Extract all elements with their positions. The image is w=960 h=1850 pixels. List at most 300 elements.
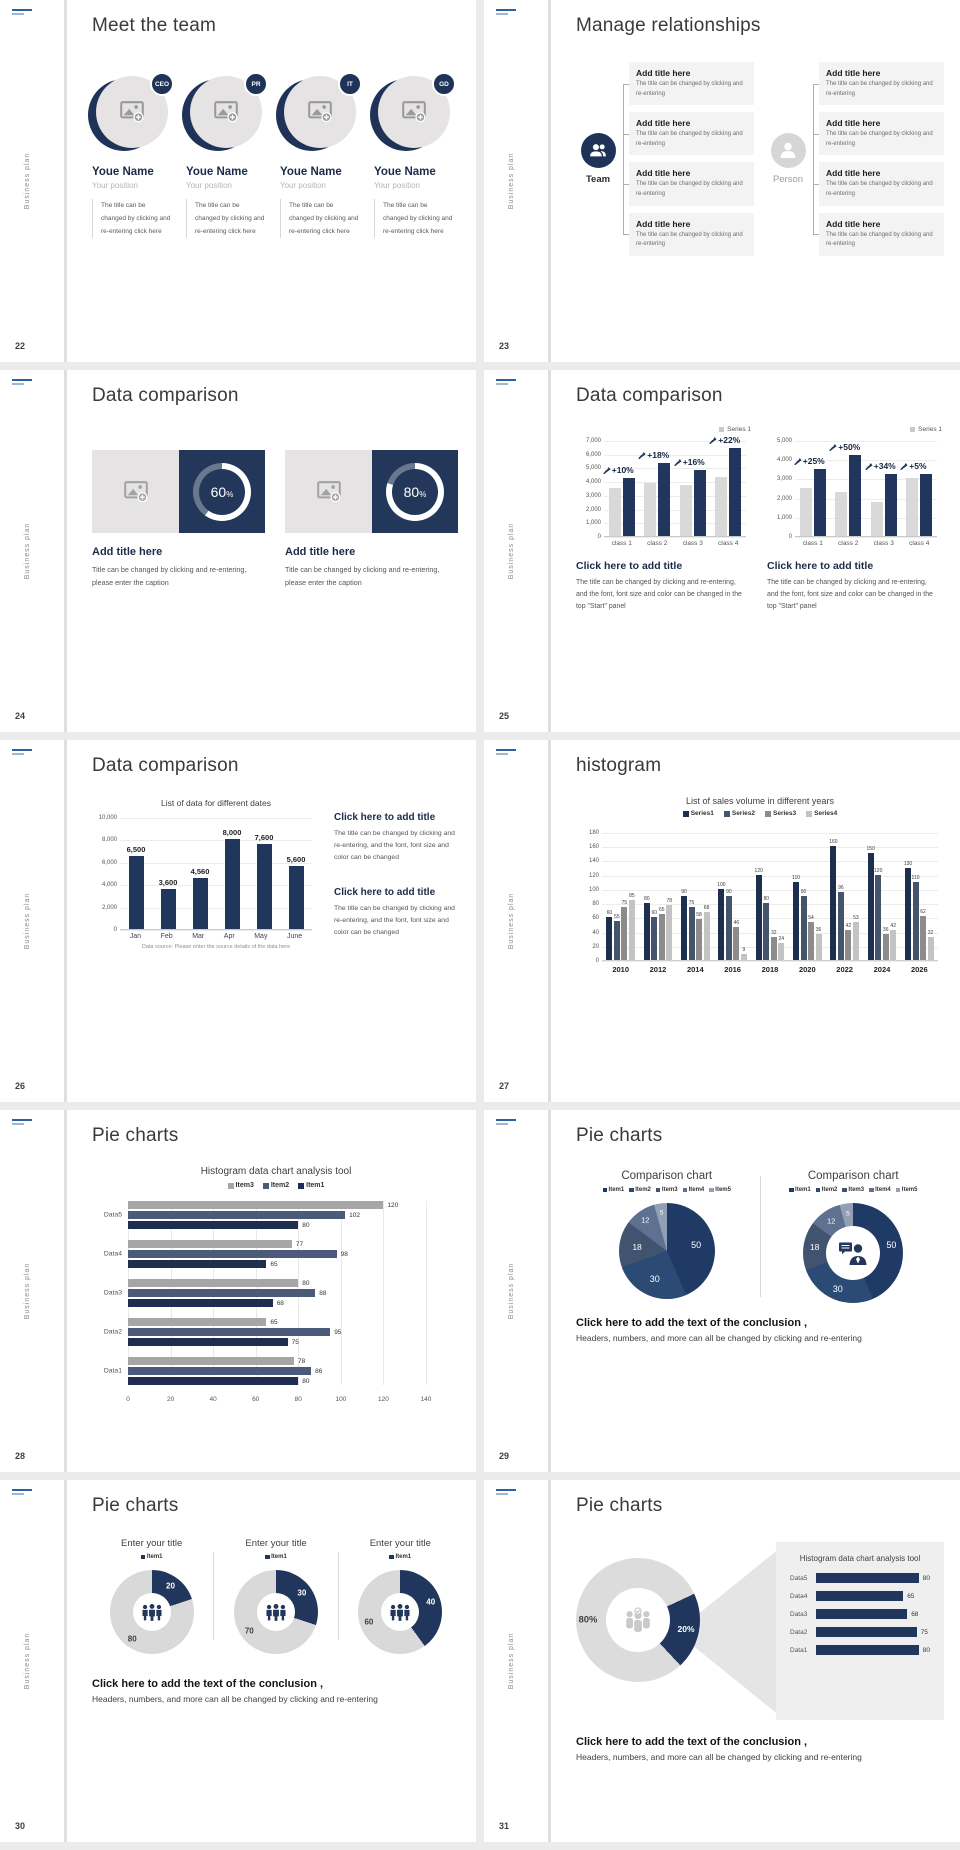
x-category-label: class 3 — [873, 540, 894, 547]
bar-value-label: 78 — [298, 1357, 306, 1365]
bar — [128, 1201, 383, 1209]
block-text: The title can be changed by clicking and re-entering, and the font, font size and color can be changed — [334, 830, 455, 862]
bar-value-label: 110 — [911, 874, 920, 881]
team-member-card[interactable] — [374, 76, 459, 238]
card-title: Add title here — [285, 546, 356, 558]
slide-29-thumbnail[interactable] — [484, 1110, 960, 1472]
page-number: 23 — [499, 341, 510, 351]
rail-divider — [64, 0, 67, 362]
y-category-label: Data2 — [790, 1628, 808, 1636]
x-category-label: 2016 — [724, 965, 741, 974]
bar-current — [873, 460, 897, 536]
slide-content — [576, 54, 944, 354]
bar-value-label: 96 — [838, 884, 844, 891]
block-title: Click here to add title — [334, 812, 436, 823]
image-placeholder-icon — [308, 101, 332, 122]
bar-row — [790, 1645, 930, 1655]
increase-arrow-icon — [865, 462, 873, 470]
increase-arrow-icon — [794, 457, 802, 465]
page-number: 28 — [15, 1451, 26, 1461]
dates-bar-chart — [92, 798, 322, 950]
bar-group — [103, 1318, 426, 1346]
progress-ring — [193, 463, 251, 521]
x-category-label: 2012 — [649, 965, 667, 974]
bar — [853, 915, 859, 960]
legend-swatch — [141, 1555, 146, 1560]
donut-callout-diagram — [576, 1536, 944, 1726]
org-box[interactable] — [819, 112, 944, 155]
slide-30-thumbnail[interactable] — [0, 1480, 476, 1842]
x-category-label: class 1 — [802, 540, 823, 547]
conclusion-title: Click here to add the text of the conclusion , — [92, 1678, 324, 1690]
org-box-title: Add title here — [636, 168, 691, 179]
bar — [816, 1573, 919, 1583]
x-category-label: 2022 — [836, 965, 853, 974]
bar-value-label: 42 — [890, 923, 896, 930]
role-badge: GD — [432, 72, 456, 96]
callout-panel — [776, 1542, 944, 1720]
slide-27-thumbnail[interactable] — [484, 740, 960, 1102]
rail-divider — [64, 1110, 67, 1472]
bar — [128, 1289, 315, 1297]
bar — [681, 889, 687, 960]
x-axis-tick: 100 — [335, 1396, 347, 1403]
bar-group — [863, 833, 900, 960]
bar — [614, 913, 620, 960]
slice-value-label: 70 — [244, 1626, 254, 1636]
x-axis-tick: 0 — [126, 1396, 130, 1403]
org-box-text: The title can be changed by clicking and re-entering — [636, 231, 743, 248]
bar-value-label: 65 — [907, 1592, 915, 1600]
bar-value-label: 88 — [319, 1289, 327, 1297]
legend-item: Item1 — [298, 1182, 324, 1189]
slide-content — [576, 794, 944, 1094]
bar — [845, 923, 852, 960]
bar-value-label: 65 — [270, 1318, 278, 1326]
legend-swatch — [389, 1555, 394, 1560]
x-axis-tick: 60 — [252, 1396, 260, 1403]
x-category-label: Jan — [129, 933, 142, 940]
legend-swatch — [656, 1188, 661, 1193]
bar-group — [680, 457, 706, 536]
bar-value-label: 98 — [340, 1250, 348, 1258]
person-node — [766, 133, 810, 185]
progress-card[interactable] — [285, 450, 458, 590]
y-axis-tick: 6,000 — [585, 451, 601, 458]
bar — [225, 839, 240, 929]
legend-item: Item3 — [656, 1187, 678, 1193]
bar — [128, 1328, 330, 1336]
bar-current — [611, 465, 635, 536]
y-category-label: Data1 — [790, 1646, 808, 1654]
org-box[interactable] — [819, 213, 944, 256]
bar-value-label: 80 — [922, 1646, 930, 1654]
bar-group — [826, 833, 863, 960]
percent-change-label: +50% — [829, 442, 860, 452]
rail-divider — [548, 0, 551, 362]
bar — [666, 897, 673, 961]
bar-value-label: 80 — [302, 1221, 310, 1229]
x-category-label: 2024 — [873, 965, 891, 974]
bar-slot — [223, 828, 242, 929]
slide-25-thumbnail[interactable] — [484, 370, 960, 732]
legend-swatch — [806, 811, 812, 817]
legend-item: Series3 — [765, 810, 796, 817]
bar-value-label: 42 — [845, 923, 852, 930]
bar-value-label: 130 — [903, 860, 913, 867]
legend-swatch — [603, 1188, 608, 1193]
person-node-label: Person — [772, 173, 804, 185]
block-text: The title can be changed by clicking and re-entering, and the font, font size and color can be changed — [334, 904, 455, 937]
bar-value-label: 36 — [882, 927, 889, 934]
bar-group — [677, 833, 714, 960]
org-box[interactable] — [819, 62, 944, 105]
page-number: 25 — [499, 711, 510, 721]
bar — [815, 927, 822, 960]
x-category-label: class 4 — [909, 540, 930, 547]
bar — [629, 892, 635, 960]
sidebar-vertical-text: Business plan — [24, 1262, 31, 1320]
x-axis-tick: 80 — [294, 1396, 302, 1403]
bar — [128, 1221, 298, 1229]
bar-value-label: 86 — [315, 1367, 323, 1375]
slide-28-thumbnail[interactable] — [0, 1110, 476, 1472]
bar — [643, 896, 650, 960]
block-title: Click here to add title — [576, 560, 683, 572]
bar-group — [644, 450, 670, 536]
bar — [696, 911, 702, 960]
percent-change-label: +16% — [674, 457, 705, 467]
slice-value-label: 18 — [632, 1241, 642, 1252]
slide-26-thumbnail[interactable] — [0, 740, 476, 1102]
y-axis-tick: 0 — [113, 927, 117, 933]
org-box[interactable] — [819, 162, 944, 205]
bar-row — [790, 1609, 930, 1619]
bar-group — [602, 833, 639, 960]
org-box-title: Add title here — [636, 218, 691, 229]
brand-logo — [12, 1119, 32, 1125]
legend-item: Item2 — [263, 1182, 289, 1189]
member-description: The title can be changed by clicking and re-entering click here — [92, 199, 172, 238]
conclusion-title: Click here to add the text of the conclusion , — [576, 1736, 808, 1748]
slice-value-label: 20 — [166, 1581, 175, 1591]
bar-value-label: 65 — [658, 906, 665, 913]
bar-value-label: 160 — [829, 839, 838, 846]
y-axis-tick: 4,000 — [585, 479, 601, 486]
y-axis-tick: 0 — [597, 534, 601, 540]
y-axis-tick: 100 — [588, 886, 599, 893]
org-box-text: The title can be changed by clicking and re-entering — [826, 81, 933, 97]
progress-value: 80% — [403, 483, 427, 500]
bar — [816, 1627, 917, 1637]
legend-swatch — [683, 811, 689, 817]
rail-divider — [548, 370, 551, 732]
slide-title: Data comparison — [92, 755, 239, 776]
y-axis-tick: 6,000 — [101, 859, 117, 866]
bar-value-label: 150 — [866, 846, 875, 853]
bar-slot — [191, 867, 210, 929]
x-category-label: May — [254, 933, 268, 940]
donut-chart — [234, 1570, 318, 1654]
slide-title: Data comparison — [92, 385, 239, 406]
rail-divider — [548, 1480, 551, 1842]
x-category-label: Apr — [223, 933, 235, 940]
page-number: 29 — [499, 1451, 510, 1461]
bar-slot — [287, 855, 306, 929]
progress-ring — [386, 463, 444, 521]
slide-title: histogram — [576, 755, 662, 776]
bar-value-label: 90 — [726, 889, 732, 895]
org-box[interactable] — [629, 213, 754, 256]
bar-value-label: 32 — [770, 930, 777, 937]
team-node — [576, 133, 620, 185]
pie-block — [576, 1170, 758, 1303]
slide-22-thumbnail[interactable] — [0, 0, 476, 362]
y-axis-tick: 1,000 — [776, 514, 792, 521]
bar-value-label: 120 — [387, 1201, 399, 1209]
progress-card[interactable] — [92, 450, 265, 590]
org-box[interactable] — [629, 62, 754, 105]
legend-swatch — [816, 1188, 821, 1193]
brand-logo — [12, 9, 32, 15]
y-axis-tick: 160 — [588, 844, 599, 851]
y-axis-tick: 7,000 — [585, 438, 601, 444]
bar — [161, 889, 176, 929]
bar-previous — [835, 492, 847, 536]
rail-divider — [64, 740, 67, 1102]
conclusion-subtitle: Headers, numbers, and more can all be changed by clicking and re-entering — [92, 1694, 378, 1704]
bar-value-label: 60 — [651, 910, 658, 917]
legend-item: Item1 — [265, 1554, 287, 1560]
chart-legend: Series 1 — [767, 426, 942, 433]
card-text: Title can be changed by clicking and re-entering, please enter the caption — [92, 565, 247, 587]
legend-item: Item1 — [603, 1187, 625, 1193]
person-icon — [778, 140, 798, 160]
y-category-label: Data4 — [103, 1250, 122, 1258]
bar-row — [790, 1627, 930, 1637]
team-member-card[interactable] — [280, 76, 365, 238]
legend-item: Series4 — [806, 810, 837, 817]
people-group-icon — [263, 1603, 289, 1621]
person-boxes — [810, 62, 944, 256]
page-number: 22 — [15, 341, 26, 351]
chart-title: Enter your title — [121, 1538, 183, 1549]
progress-value: 60% — [210, 483, 234, 500]
sidebar-vertical-text: Business plan — [24, 1632, 31, 1690]
business-person-chat-icon — [838, 1240, 868, 1266]
donut-block — [216, 1538, 335, 1654]
x-category-label: class 2 — [647, 540, 668, 547]
y-category-label: Data3 — [103, 1289, 122, 1297]
slide-23-thumbnail[interactable] — [484, 0, 960, 362]
bar — [651, 910, 658, 960]
bar-value-label: 32 — [927, 930, 934, 937]
percent-change-label: +34% — [865, 461, 896, 471]
bar-group — [906, 460, 932, 536]
x-category-label: class 4 — [718, 540, 739, 547]
bar — [763, 896, 769, 960]
chart-legend — [576, 810, 944, 817]
org-box[interactable] — [629, 112, 754, 155]
block-text: The title can be changed by clicking and re-entering, and the font, font size and color can be changed in the top "Start" panel — [767, 579, 933, 611]
org-box[interactable] — [629, 162, 754, 205]
bar-value-label: 90 — [681, 889, 687, 895]
brand-logo — [12, 379, 32, 385]
percent-change-label: +5% — [900, 461, 926, 471]
sidebar-vertical-text: Business plan — [508, 1262, 515, 1320]
bar-value-label: 77 — [295, 1240, 304, 1248]
bar-value-label: 80 — [302, 1279, 310, 1287]
org-box-title: Add title here — [826, 168, 881, 179]
bar-value-label: 5,600 — [286, 855, 306, 865]
slice-value-label: 30 — [649, 1273, 660, 1284]
block-title: Click here to add title — [334, 886, 436, 898]
legend-swatch — [896, 1188, 901, 1193]
org-box-text: The title can be changed by clicking and re-entering — [826, 181, 933, 197]
slide-content — [92, 424, 460, 724]
bar — [741, 946, 747, 960]
page-number: 24 — [15, 711, 26, 721]
bar-value-label: 110 — [792, 874, 801, 881]
block-title: Click here to add title — [767, 560, 874, 572]
bar — [128, 1260, 266, 1268]
org-box-title: Add title here — [636, 118, 691, 129]
legend-item: Item2 — [629, 1187, 651, 1193]
bar — [128, 1240, 292, 1248]
bar-slot — [159, 878, 178, 929]
legend-swatch — [298, 1183, 304, 1189]
avatar — [374, 76, 454, 154]
role-badge: CEO — [150, 72, 174, 96]
y-axis-tick: 1,000 — [585, 520, 601, 527]
member-position: Your position — [92, 181, 138, 190]
bar — [733, 920, 740, 960]
slice-value-label: 30 — [832, 1283, 843, 1294]
bar-value-label: 53 — [853, 915, 859, 922]
brand-logo — [496, 1489, 516, 1495]
brand-logo — [496, 749, 516, 755]
bar-value-label: 75 — [688, 899, 695, 906]
slide-24-thumbnail[interactable] — [0, 370, 476, 732]
vertical-divider — [338, 1552, 339, 1640]
vertical-divider — [213, 1552, 214, 1640]
bar-value-label: 54 — [808, 914, 814, 921]
increase-arrow-icon — [829, 443, 837, 451]
chart-title: Comparison chart — [807, 1170, 899, 1182]
legend-item: Item1 — [789, 1187, 811, 1193]
x-axis-tick: 120 — [377, 1396, 389, 1403]
org-box-text: The title can be changed by clicking and re-entering — [636, 81, 743, 97]
slide-31-thumbnail[interactable] — [484, 1480, 960, 1842]
image-placeholder-icon — [214, 101, 238, 122]
x-axis-tick: 20 — [166, 1396, 175, 1403]
x-category-label: 2010 — [612, 965, 629, 974]
x-category-label: class 1 — [611, 540, 632, 547]
team-check-icon — [620, 1607, 656, 1633]
slide-title: Pie charts — [92, 1495, 179, 1516]
image-placeholder-icon — [402, 101, 426, 122]
sidebar-vertical-text: Business plan — [508, 1632, 515, 1690]
member-name: Youe Name — [92, 166, 154, 178]
y-axis-tick: 2,000 — [101, 904, 117, 911]
bar — [128, 1318, 266, 1326]
y-category-label: Data5 — [103, 1211, 122, 1219]
bar — [621, 899, 628, 960]
slice-value-label: 80% — [578, 1614, 598, 1626]
bar-previous — [715, 477, 727, 536]
increase-arrow-icon — [603, 466, 611, 474]
legend-swatch — [869, 1188, 874, 1193]
legend-swatch — [265, 1555, 270, 1560]
legend-item: Item1 — [389, 1554, 411, 1560]
block-text: The title can be changed by clicking and re-entering, and the font, font size and color can be changed in the top "Start" panel — [576, 579, 742, 611]
legend-item: Item5 — [709, 1187, 731, 1193]
bar-group — [751, 833, 788, 960]
page-number: 26 — [15, 1081, 26, 1091]
bar-value-label: 102 — [349, 1211, 360, 1219]
slide-content — [92, 54, 460, 354]
bar-slot — [255, 833, 274, 929]
member-description: The title can be changed by clicking and re-entering click here — [186, 199, 266, 238]
chart-legend — [92, 1182, 460, 1189]
donut-chart — [358, 1570, 442, 1654]
bar-value-label: 85 — [629, 892, 635, 899]
card-title: Add title here — [92, 546, 163, 558]
team-member-card[interactable] — [92, 76, 177, 238]
bar-value-label: 68 — [703, 904, 710, 911]
team-member-card[interactable] — [186, 76, 271, 238]
bar — [128, 1250, 337, 1258]
y-category-label: Data5 — [790, 1574, 808, 1582]
slice-value-label: 12 — [826, 1216, 836, 1226]
bar — [770, 930, 777, 960]
chart-title: List of data for different dates — [161, 798, 271, 808]
role-badge: IT — [338, 72, 362, 96]
x-category-label: 2018 — [761, 965, 779, 974]
vertical-divider — [760, 1176, 761, 1297]
y-axis-tick: 5,000 — [585, 465, 601, 472]
rail-divider — [548, 1110, 551, 1472]
bar — [920, 908, 926, 960]
page-number: 27 — [499, 1081, 510, 1091]
sidebar-vertical-text: Business plan — [24, 892, 31, 950]
y-axis-tick: 180 — [588, 830, 599, 836]
legend-swatch — [765, 811, 771, 817]
bar-previous — [800, 488, 812, 536]
slice-value-label: 18 — [809, 1242, 820, 1253]
legend-swatch — [629, 1188, 634, 1193]
y-category-label: Data3 — [790, 1610, 808, 1618]
increase-arrow-icon — [674, 458, 682, 466]
y-axis-tick: 20 — [592, 943, 599, 950]
progress-ring-box — [179, 450, 265, 533]
chart-title: Histogram data chart analysis tool — [200, 1166, 352, 1177]
donut-block — [341, 1538, 460, 1654]
image-placeholder-icon — [317, 481, 341, 502]
y-axis-tick: 3,000 — [776, 476, 792, 483]
brand-logo — [496, 379, 516, 385]
org-box-title: Add title here — [826, 68, 881, 78]
card-text: Title can be changed by clicking and re-entering, please enter the caption — [285, 565, 440, 587]
pie-chart — [619, 1203, 715, 1299]
gridline — [604, 537, 746, 538]
y-axis-tick: 5,000 — [776, 438, 792, 444]
member-description: The title can be changed by clicking and re-entering click here — [374, 199, 454, 238]
bar-value-label: 90 — [800, 889, 807, 895]
bar-value-label: 4,560 — [190, 866, 210, 876]
conclusion-subtitle: Headers, numbers, and more can all be changed by clicking and re-entering — [576, 1333, 862, 1343]
progress-ring-box — [372, 450, 458, 533]
